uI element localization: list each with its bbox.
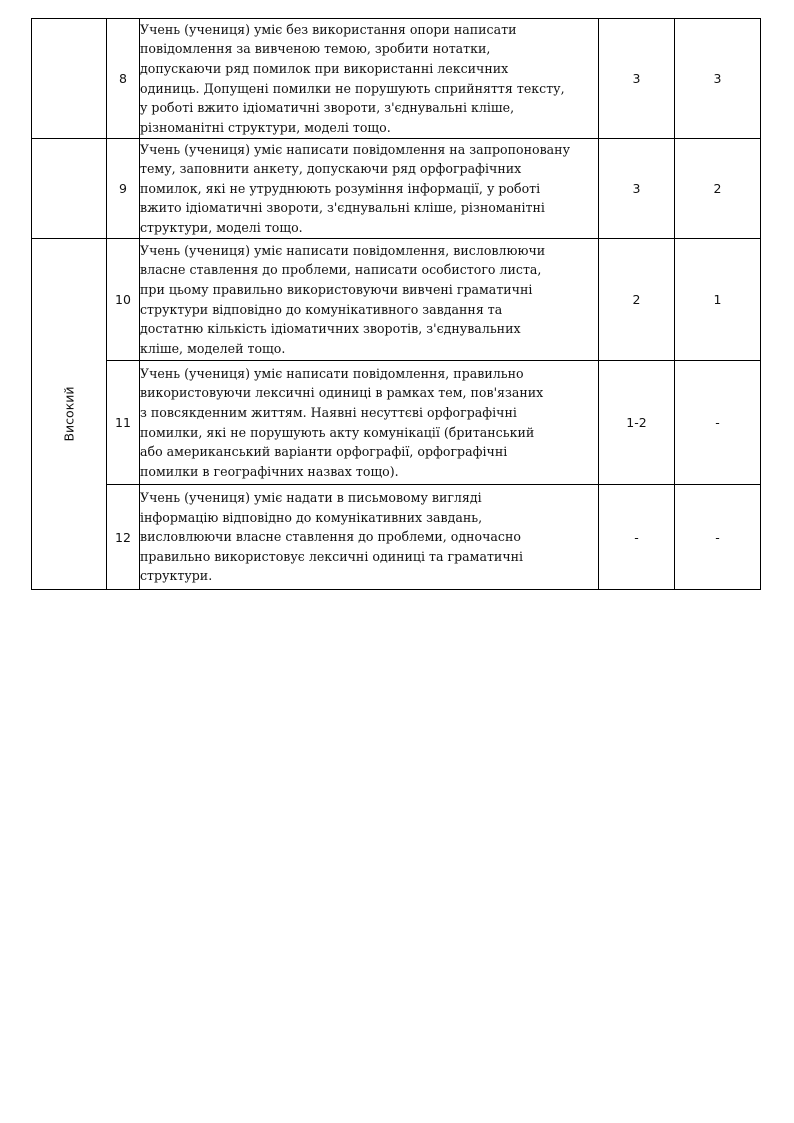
table-row: [32, 139, 761, 239]
description-line: одиниць. Допущені помилки не порушують сприйняття тексту,: [140, 80, 565, 96]
description-line: Учень (учениця) уміє надати в письмовому вигляді: [140, 490, 482, 506]
value-cell: 2: [675, 139, 761, 239]
description-line: з повсякденним життям. Наявні несуттєві орфографічні: [140, 404, 517, 420]
criteria-description: [140, 361, 599, 485]
description-line: використовуючи лексичні одиниці в рамках тем, пов'язаних: [140, 385, 544, 401]
description-line: Учень (учениця) уміє написати повідомлення, висловлюючи: [140, 242, 546, 258]
description-line: достатню кількість ідіоматичних зворотів, з'єднувальних: [140, 321, 521, 337]
level-cell-empty: [32, 139, 107, 239]
row-number: 11: [107, 361, 140, 485]
description-line: у роботі вжито ідіоматичні звороти, з'єднувальні кліше,: [140, 100, 515, 116]
criteria-description: [140, 239, 599, 361]
description-line: власне ставлення до проблеми, написати особистого листа,: [140, 262, 542, 278]
description-line: помилки в географічних назвах тощо).: [140, 463, 399, 479]
value-cell: -: [599, 485, 675, 590]
description-line: помилки, які не порушують акту комунікації (британський: [140, 424, 535, 440]
value-cell: 3: [599, 19, 675, 139]
level-cell-empty: [32, 19, 107, 139]
value-cell: 1-2: [599, 361, 675, 485]
value-cell: -: [675, 485, 761, 590]
row-number: 8: [107, 19, 140, 139]
description-line: вжито ідіоматичні звороти, з'єднувальні кліше, різноманітні: [140, 200, 545, 216]
value-cell: 3: [675, 19, 761, 139]
description-line: структури, моделі тощо.: [140, 219, 303, 235]
level-cell: [32, 239, 107, 590]
value-cell: 2: [599, 239, 675, 361]
level-label: Високий: [61, 386, 77, 442]
row-number: 10: [107, 239, 140, 361]
description-line: тему, заповнити анкету, допускаючи ряд орфографічних: [140, 161, 522, 177]
row-number: 12: [107, 485, 140, 590]
table-row: [32, 485, 761, 590]
table-row: [32, 19, 761, 139]
description-line: різноманітні структури, моделі тощо.: [140, 119, 391, 135]
value-cell: 3: [599, 139, 675, 239]
row-number: 9: [107, 139, 140, 239]
description-line: висловлюючи власне ставлення до проблеми, одночасно: [140, 529, 521, 545]
description-line: Учень (учениця) уміє написати повідомлення, правильно: [140, 365, 524, 381]
description-line: інформацію відповідно до комунікативних завдань,: [140, 509, 483, 525]
description-line: правильно використовує лексичні одиниці та граматичні: [140, 548, 524, 564]
description-line: або американський варіанти орфографії, орфографічні: [140, 444, 508, 460]
table-row: [32, 239, 761, 361]
description-line: структури.: [140, 568, 213, 584]
description-line: Учень (учениця) уміє написати повідомлення на запропоновану: [140, 141, 570, 157]
description-line: структури відповідно до комунікативного завдання та: [140, 301, 503, 317]
description-line: кліше, моделей тощо.: [140, 340, 286, 356]
assessment-criteria-table: [31, 18, 761, 590]
criteria-description: [140, 485, 599, 590]
description-line: повідомлення за вивченою темою, зробити нотатки,: [140, 41, 491, 57]
criteria-description: [140, 139, 599, 239]
table-row: [32, 361, 761, 485]
description-line: допускаючи ряд помилок при використанні лексичних: [140, 60, 509, 76]
criteria-description: [140, 19, 599, 139]
value-cell: 1: [675, 239, 761, 361]
description-line: Учень (учениця) уміє без використання опори написати: [140, 21, 517, 37]
description-line: при цьому правильно використовуючи вивчені граматичні: [140, 281, 533, 297]
value-cell: -: [675, 361, 761, 485]
description-line: помилок, які не утруднюють розуміння інформації, у роботі: [140, 180, 541, 196]
